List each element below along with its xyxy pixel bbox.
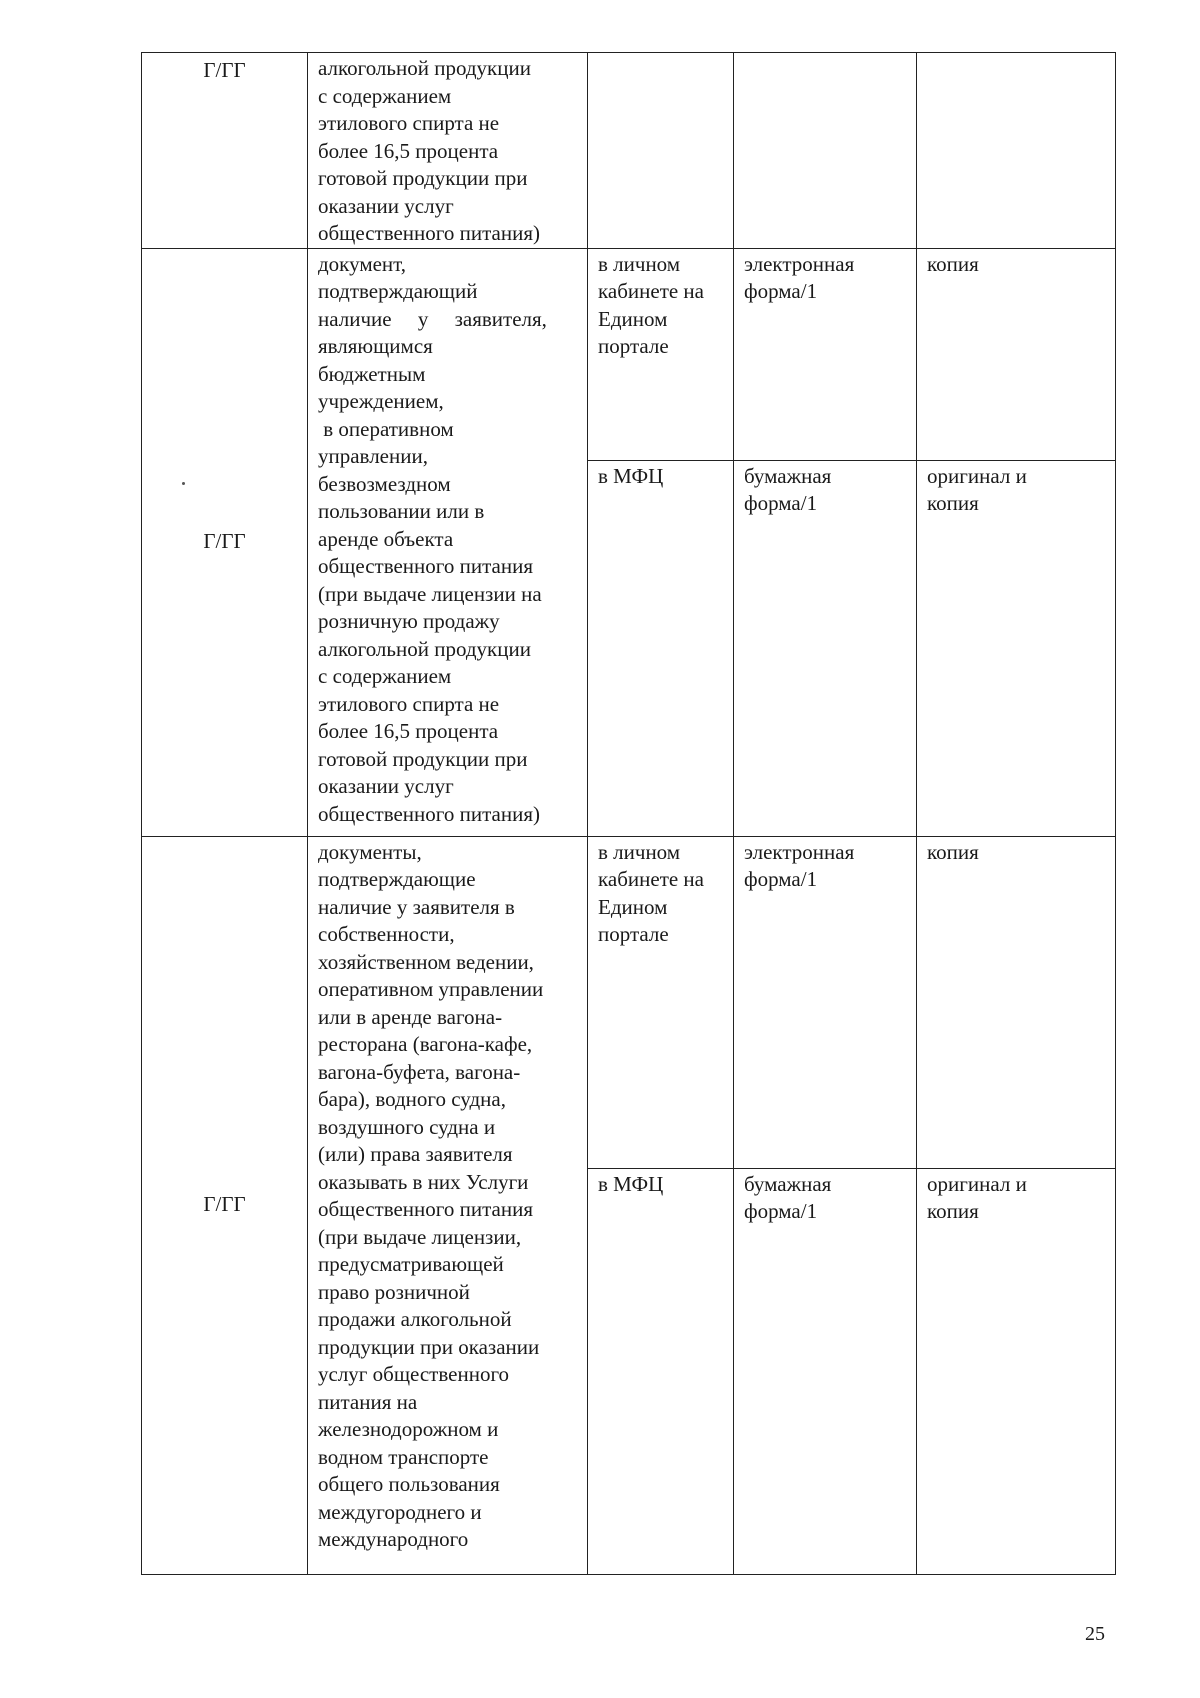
table-row bbox=[142, 248, 1116, 460]
description-line: общественного питания) bbox=[318, 801, 540, 826]
description-line: хозяйственном ведении, bbox=[318, 949, 534, 974]
description-line: бюджетным bbox=[318, 361, 426, 386]
submission-place-line: Едином bbox=[598, 306, 668, 331]
description-line: собственности, bbox=[318, 922, 455, 946]
form-cell bbox=[734, 836, 917, 1168]
submission-place-line: кабинете на bbox=[598, 279, 704, 303]
description-line: (при выдаче лицензии, bbox=[318, 1224, 522, 1249]
description-line: (при выдаче лицензии на bbox=[318, 581, 542, 606]
document-type-line: оригинал и bbox=[927, 1171, 1027, 1196]
form-line: форма/1 bbox=[744, 1199, 818, 1223]
form-cell bbox=[734, 248, 917, 460]
description-line: этилового спирта не bbox=[318, 691, 500, 716]
description-line: алкогольной продукции bbox=[318, 636, 531, 661]
submission-place-cell bbox=[588, 248, 734, 460]
document-type-cell bbox=[917, 460, 1116, 836]
page-number: 25 bbox=[1085, 1623, 1105, 1645]
description-line: безвозмездном bbox=[318, 471, 451, 496]
submission-place-line: в личном bbox=[598, 839, 681, 864]
submission-place-line: Едином bbox=[598, 894, 668, 919]
description-line: наличие у заявителя, bbox=[318, 306, 547, 331]
submission-place-line: кабинете на bbox=[598, 867, 704, 891]
description-line: (или) права заявителя bbox=[318, 1142, 513, 1166]
description-line: наличие у заявителя в bbox=[318, 894, 515, 919]
empty-cell bbox=[917, 53, 1116, 249]
form-line: бумажная bbox=[744, 463, 832, 488]
code-cell: Г/ГГ bbox=[142, 53, 308, 249]
description-line: этилового спирта не bbox=[318, 111, 500, 135]
submission-place-cell bbox=[588, 836, 734, 1168]
code-cell: Г/ГГ bbox=[142, 248, 308, 836]
description-cell bbox=[308, 836, 588, 1574]
form-cell bbox=[734, 460, 917, 836]
submission-place-cell bbox=[588, 1168, 734, 1574]
description-line: или в аренде вагона- bbox=[318, 1004, 503, 1029]
description-line: воздушного судна и bbox=[318, 1114, 496, 1139]
description-line: готовой продукции при bbox=[318, 746, 528, 771]
description-line: алкогольной продукции bbox=[318, 56, 531, 80]
description-line: общественного питания) bbox=[318, 221, 540, 245]
submission-place-line: в МФЦ bbox=[598, 463, 664, 488]
description-line: питания на bbox=[318, 1389, 418, 1414]
description-cell bbox=[308, 248, 588, 836]
document-type-line: копия bbox=[927, 1199, 979, 1223]
description-line: общественного питания bbox=[318, 554, 533, 578]
description-line: продукции при оказании bbox=[318, 1334, 540, 1359]
description-line: учреждением, bbox=[318, 389, 444, 413]
document-type-line: копия bbox=[927, 839, 979, 864]
description-line: оказании услуг bbox=[318, 774, 454, 798]
description-line: общественного питания bbox=[318, 1197, 533, 1221]
description-line: являющимся bbox=[318, 334, 433, 358]
form-line: электронная bbox=[744, 839, 855, 864]
description-line: услуг общественного bbox=[318, 1362, 510, 1386]
description-line: международного bbox=[318, 1527, 469, 1551]
description-line: ресторана (вагона-кафе, bbox=[318, 1032, 533, 1056]
empty-cell bbox=[734, 53, 917, 249]
form-line: форма/1 bbox=[744, 279, 818, 303]
description-line: подтверждающие bbox=[318, 867, 476, 891]
description-line: общего пользования bbox=[318, 1472, 500, 1496]
description-line: готовой продукции при bbox=[318, 166, 528, 190]
description-line: железнодорожном и bbox=[318, 1417, 499, 1441]
description-line: розничную продажу bbox=[318, 609, 500, 633]
form-line: форма/1 bbox=[744, 491, 818, 515]
description-line: с содержанием bbox=[318, 664, 452, 688]
description-line: водном транспорте bbox=[318, 1444, 489, 1469]
document-type-cell bbox=[917, 1168, 1116, 1574]
code-cell: Г/ГГ bbox=[142, 836, 308, 1574]
description-line: документ, bbox=[318, 251, 407, 276]
description-line: документы, bbox=[318, 839, 422, 864]
table-row bbox=[142, 53, 1116, 249]
empty-cell bbox=[588, 53, 734, 249]
form-line: электронная bbox=[744, 251, 855, 276]
document-type-line: копия bbox=[927, 491, 979, 515]
description-line: продажи алкогольной bbox=[318, 1307, 512, 1331]
description-line: пользовании или в bbox=[318, 499, 485, 523]
description-line: в оперативном bbox=[318, 416, 454, 441]
documents-table bbox=[141, 52, 1116, 1575]
scan-speck bbox=[182, 482, 185, 485]
form-line: форма/1 bbox=[744, 867, 818, 891]
description-line: право розничной bbox=[318, 1279, 470, 1304]
description-line: междугороднего и bbox=[318, 1499, 482, 1524]
submission-place-line: портале bbox=[598, 334, 669, 358]
submission-place-line: в МФЦ bbox=[598, 1171, 664, 1196]
description-line: аренде объекта bbox=[318, 526, 454, 551]
document-type-cell bbox=[917, 836, 1116, 1168]
description-line: оказании услуг bbox=[318, 193, 454, 218]
description-line: более 16,5 процента bbox=[318, 138, 499, 163]
submission-place-line: портале bbox=[598, 922, 669, 946]
form-line: бумажная bbox=[744, 1171, 832, 1196]
description-line: оперативном управлении bbox=[318, 977, 544, 1001]
document-type-line: оригинал и bbox=[927, 463, 1027, 488]
description-line: подтверждающий bbox=[318, 279, 478, 303]
description-line: бара), водного судна, bbox=[318, 1087, 506, 1111]
description-line: вагона-буфета, вагона- bbox=[318, 1059, 521, 1084]
document-type-line: копия bbox=[927, 251, 979, 276]
table-row bbox=[142, 836, 1116, 1168]
document-type-cell bbox=[917, 248, 1116, 460]
description-line: предусматривающей bbox=[318, 1252, 504, 1276]
description-line: более 16,5 процента bbox=[318, 719, 499, 743]
submission-place-line: в личном bbox=[598, 251, 681, 276]
submission-place-cell bbox=[588, 460, 734, 836]
description-line: оказывать в них Услуги bbox=[318, 1169, 529, 1194]
form-cell bbox=[734, 1168, 917, 1574]
description-line: с содержанием bbox=[318, 83, 452, 108]
description-line: управлении, bbox=[318, 444, 428, 468]
description-cell bbox=[308, 53, 588, 249]
